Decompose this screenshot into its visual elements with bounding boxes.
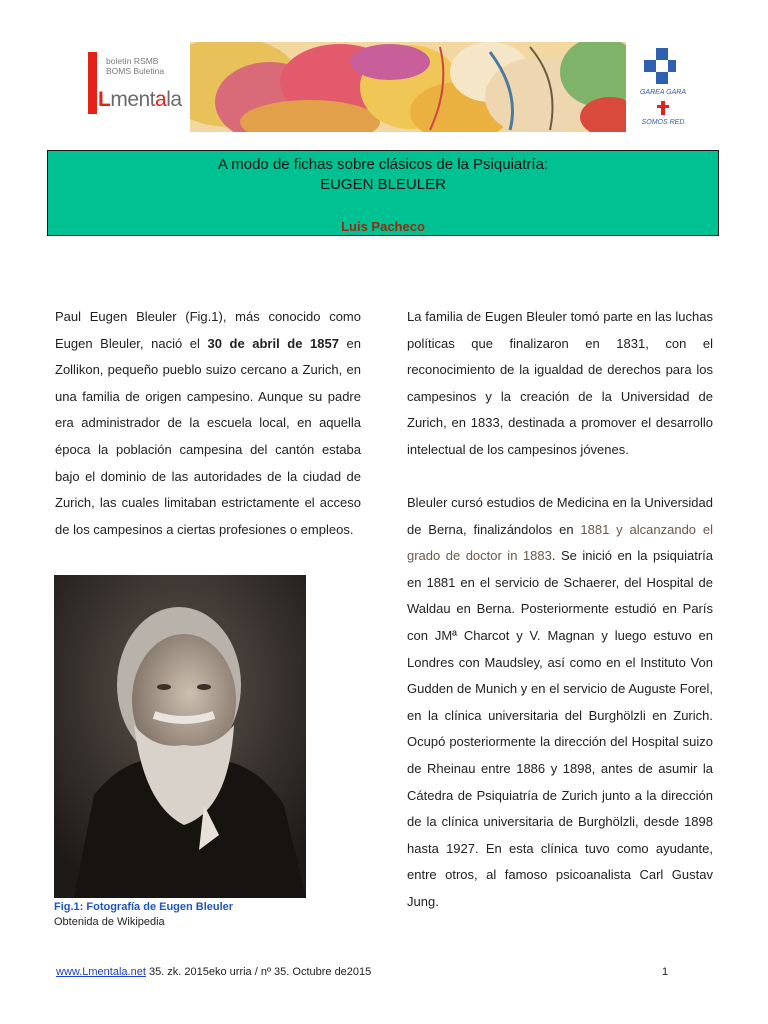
logo-word-dark: ment bbox=[110, 88, 156, 111]
right-paragraph-1: La familia de Eugen Bleuler tomó parte en las luchas políticas que finalizaron en 1831, con el reconocimiento de la igualdad de derechos para los campesinos y la creación de la Universidad de Zurich, en 1833, destinada a promover el desarrollo intelectual de los campesinos jóvenes. bbox=[407, 309, 713, 457]
title-line2: EUGEN BLEULER bbox=[320, 176, 446, 193]
title-line1: A modo de fichas sobre clásicos de la Psiquiatría: bbox=[217, 156, 549, 173]
garea-gara-logo bbox=[632, 42, 694, 132]
footer-link[interactable]: www.Lmentala.net bbox=[56, 966, 146, 978]
right-paragraph-2 bbox=[407, 490, 713, 916]
page-footer bbox=[56, 966, 371, 978]
logo-caption-line2: BOMS Buletina bbox=[106, 66, 165, 76]
logo-red-bar bbox=[88, 52, 97, 114]
osa-label-line2: SOMOS RED bbox=[641, 119, 685, 126]
lmentala-logo bbox=[86, 52, 182, 116]
red-figure-icon bbox=[654, 99, 672, 117]
left-paragraph-part2: en Zollikon, pequeño pueblo suizo cercano a Zurich, en una familia de origen campesino. Aunque su padre era administrador de la escuela local, en aquella época la población campesina del cantón estaba bajo el dominio de las autoridades de la ciudad de Zurich, las cuales limitaban estrictamente el acceso de los campesinos a ciertas profesiones o empleos. bbox=[55, 335, 361, 537]
author-name: Luis Pacheco bbox=[341, 219, 425, 234]
page-number: 1 bbox=[662, 966, 669, 978]
doctor-date-highlight: 1881 y alcanzando el grado de doctor in 1883 bbox=[407, 521, 713, 564]
logo-word-red: a bbox=[155, 88, 167, 111]
logo-word-end: la bbox=[166, 88, 182, 111]
figure-caption-source: Obtenida de Wikipedia bbox=[54, 916, 165, 928]
header-painting-banner bbox=[190, 42, 626, 132]
cross-icon bbox=[632, 42, 694, 88]
left-paragraph-part1: Paul Eugen Bleuler (Fig.1), más conocido como Eugen Bleuler, nació el bbox=[55, 309, 361, 351]
logo-letter: L bbox=[98, 88, 111, 111]
figure-caption-title: Fig.1: Fotografía de Eugen Bleuler bbox=[54, 901, 234, 913]
osa-label-line1: GAREA GARA bbox=[639, 89, 687, 96]
logo-wordmark bbox=[98, 88, 182, 112]
bleuler-portrait bbox=[54, 575, 306, 898]
footer-issue: 35. zk. 2015eko urria / nº 35. Octubre de2015 bbox=[145, 966, 372, 978]
left-paragraph bbox=[55, 304, 361, 543]
figure-caption bbox=[54, 900, 233, 930]
title-box bbox=[47, 150, 719, 236]
right-paragraph-2-part1: Bleuler cursó estudios de Medicina en la Universidad de Berna, finalizándolos en bbox=[407, 495, 713, 537]
logo-caption-line1: boletín RSMB bbox=[106, 56, 159, 66]
birth-date: 30 de abril de 1857 bbox=[207, 335, 339, 351]
right-paragraph-2-part2: . Se inició en la psiquiatría en 1881 en el servicio de Schaerer, del Hospital de Waldau en Berna. Posteriormente estudió en París con JMª Charcot y V. Magnan y luego estuvo en Londres con Maudsley, así como en el Instituto Von Gudden de Munich y en el servicio de Auguste Forel, en la clínica universitaria del Burghölzli en Zurich. Ocupó posteriormente la dirección del Hospital suizo de Rheinau entre 1886 y 1898, antes de asumir la Cátedra de Psiquiatría de Zurich junto a la dirección de la clínica universitaria de Burghölzli, desde 1898 hasta 1927. En esta clínica tuvo como ayudante, entre otros, al famoso psicoanalista Carl Gustav Jung. bbox=[407, 548, 713, 909]
